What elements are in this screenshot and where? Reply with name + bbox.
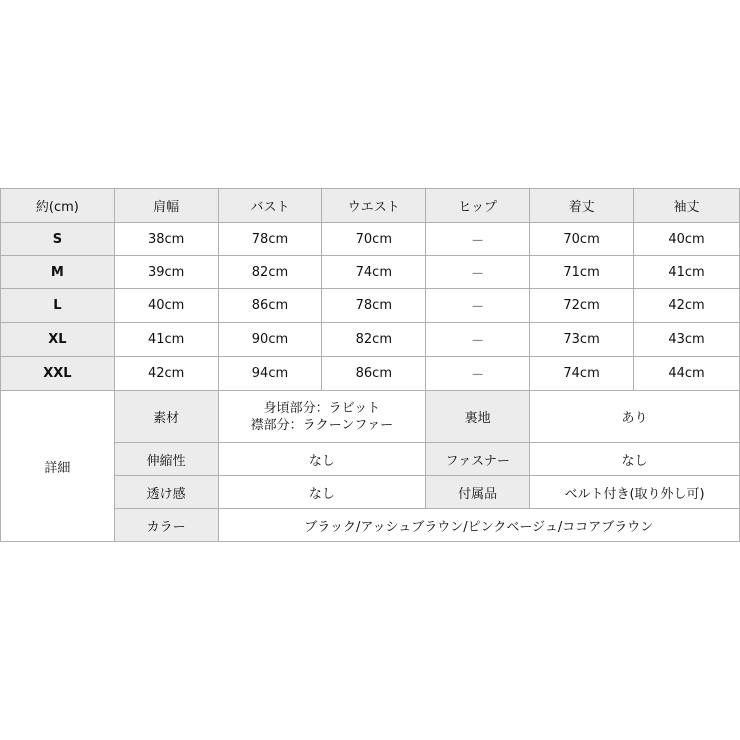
sheer-value: なし <box>218 476 426 509</box>
table-cell: － <box>426 256 530 289</box>
material-label: 素材 <box>114 391 218 443</box>
table-cell: 78cm <box>322 289 426 323</box>
column-header-sleeve: 袖丈 <box>634 189 740 223</box>
size-label: L <box>1 289 115 323</box>
table-cell: 86cm <box>218 289 322 323</box>
table-cell: 40cm <box>634 223 740 256</box>
color-label: カラー <box>114 509 218 542</box>
stretch-label: 伸縮性 <box>114 443 218 476</box>
column-header-hip: ヒップ <box>426 189 530 223</box>
table-cell: 73cm <box>530 323 634 357</box>
table-cell: 39cm <box>114 256 218 289</box>
accessory-value: ベルト付き(取り外し可) <box>530 476 740 509</box>
material-value <box>218 391 426 443</box>
table-cell: 78cm <box>218 223 322 256</box>
table-cell: 43cm <box>634 323 740 357</box>
table-cell: 90cm <box>218 323 322 357</box>
table-cell: 40cm <box>114 289 218 323</box>
header-row <box>1 189 740 223</box>
table-cell: 44cm <box>634 357 740 391</box>
column-header-length: 着丈 <box>530 189 634 223</box>
stretch-value: なし <box>218 443 426 476</box>
zipper-value: なし <box>530 443 740 476</box>
table-cell: 74cm <box>530 357 634 391</box>
color-value: ブラック/アッシュブラウン/ピンクベージュ/ココアブラウン <box>218 509 739 542</box>
lining-label: 裏地 <box>426 391 530 443</box>
size-chart-table <box>0 188 740 542</box>
table-cell: － <box>426 323 530 357</box>
table-cell: 42cm <box>114 357 218 391</box>
table-cell: 41cm <box>114 323 218 357</box>
table-cell: － <box>426 357 530 391</box>
unit-header: 約(cm) <box>1 189 115 223</box>
sheer-label: 透け感 <box>114 476 218 509</box>
accessory-label: 付属品 <box>426 476 530 509</box>
table-row <box>1 357 740 391</box>
table-cell: 82cm <box>218 256 322 289</box>
table-cell: 70cm <box>530 223 634 256</box>
lining-value: あり <box>530 391 740 443</box>
size-label: S <box>1 223 115 256</box>
table-cell: － <box>426 223 530 256</box>
table-row <box>1 289 740 323</box>
column-header-waist: ウエスト <box>322 189 426 223</box>
material-value-line: 襟部分：ラクーンファー <box>250 417 394 433</box>
table-cell: 94cm <box>218 357 322 391</box>
table-cell: 41cm <box>634 256 740 289</box>
table-row <box>1 256 740 289</box>
table-row <box>1 223 740 256</box>
table-cell: 38cm <box>114 223 218 256</box>
details-label: 詳細 <box>1 391 115 542</box>
size-label: XL <box>1 323 115 357</box>
zipper-label: ファスナー <box>426 443 530 476</box>
table-cell: 74cm <box>322 256 426 289</box>
column-header-bust: バスト <box>218 189 322 223</box>
detail-row-material <box>1 391 740 443</box>
table-cell: 70cm <box>322 223 426 256</box>
material-value-line: 身頃部分：ラビット <box>263 400 381 416</box>
table-cell: 72cm <box>530 289 634 323</box>
table-cell: 82cm <box>322 323 426 357</box>
table-cell: 71cm <box>530 256 634 289</box>
table-row <box>1 323 740 357</box>
size-label: M <box>1 256 115 289</box>
table-cell: － <box>426 289 530 323</box>
column-header-shoulder: 肩幅 <box>114 189 218 223</box>
size-label: XXL <box>1 357 115 391</box>
table-cell: 42cm <box>634 289 740 323</box>
table-cell: 86cm <box>322 357 426 391</box>
